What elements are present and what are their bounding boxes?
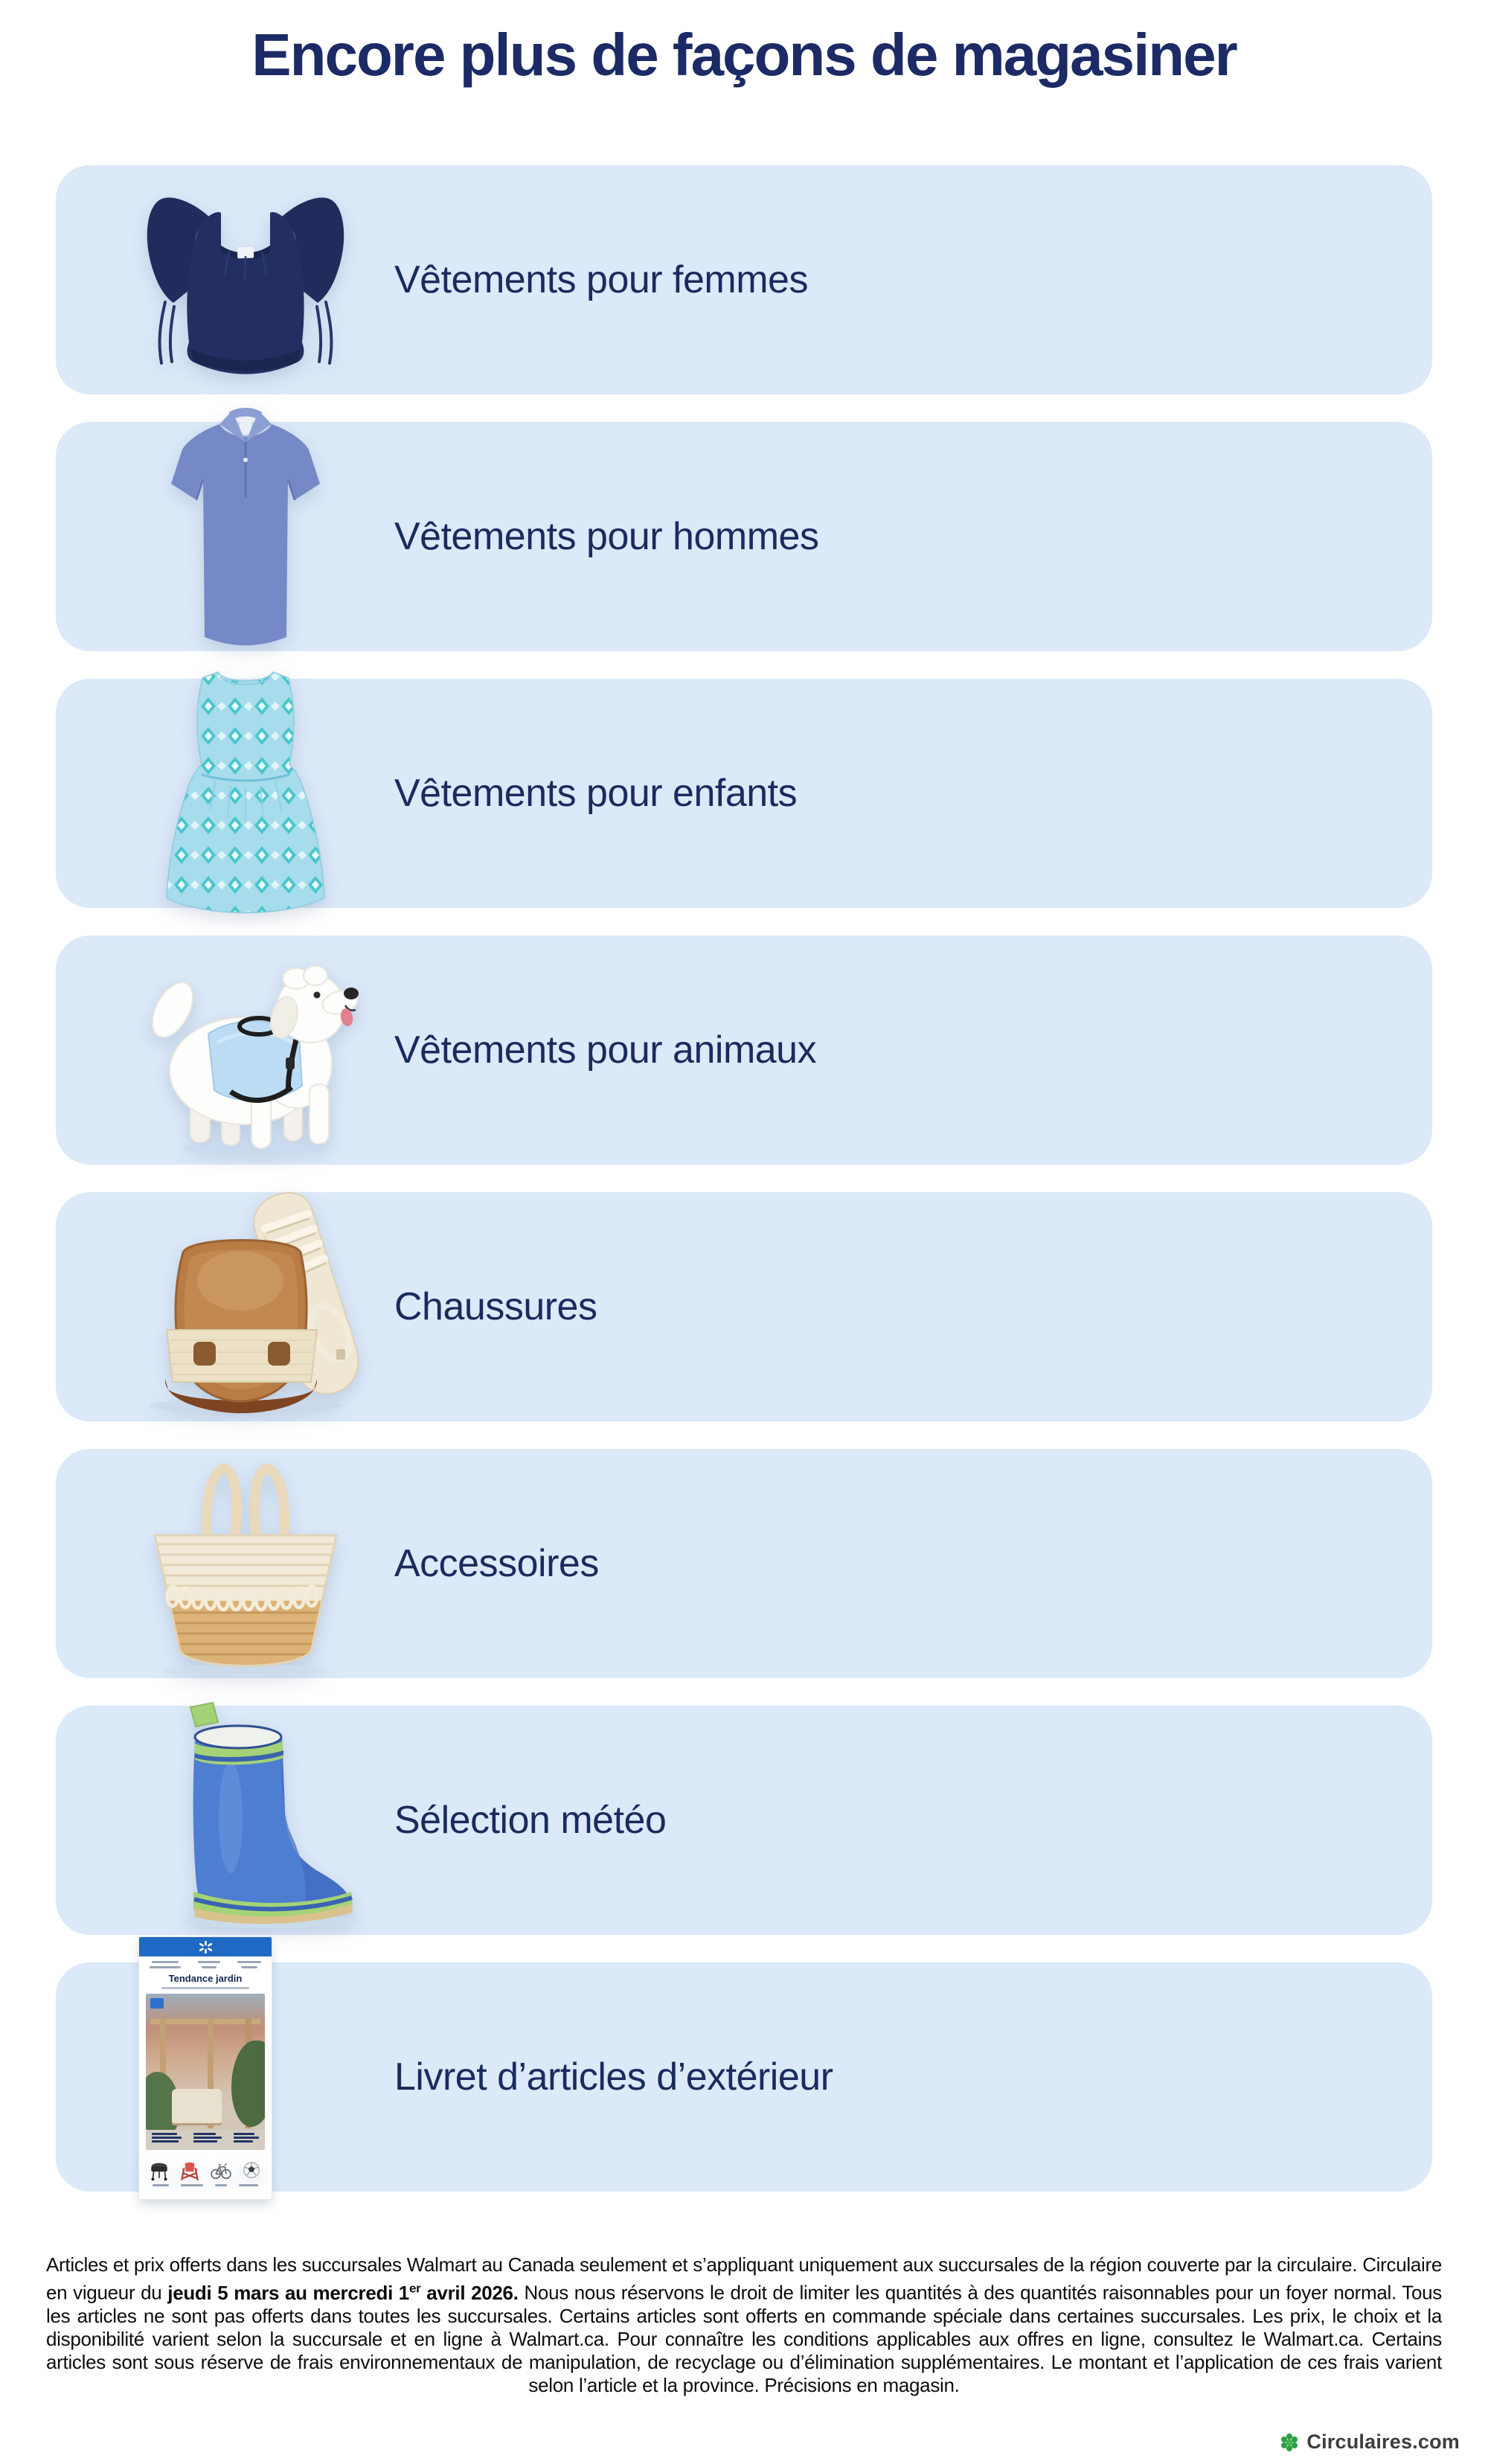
- booklet-badge: [150, 1998, 164, 2009]
- legal-text: Articles et prix offerts dans les succursales Walmart au Canada seulement et s’appliquant uniquement aux succursales de la région couverte par la circulaire. Circulaire en vigueur du jeudi 5 mars au mercredi 1er avril 2026. Nous nous réservons le droit de limiter les quantités à des quantités raisonnables pour un foyer normal. Tous les articles ne sont pas offerts dans toutes les succursales. Certains articles sont offerts en commande spéciale dans certaines succursales. Les prix, le choix et la disponibilité varient selon la succursale et en ligne à Walmart.ca. Pour connaître les conditions applicables aux offres en ligne, consultez le Walmart.ca. Certains articles sont sous réserve de frais environnementaux de manipulation, de recyclage ou d’élimination supplémentaires. Le montant et l’application de ces frais varient selon l’article et la province. Précisions en magasin.: [46, 2253, 1442, 2396]
- category-card-image: [86, 679, 405, 908]
- category-card-accessoires[interactable]: [56, 1449, 1432, 1678]
- category-list: [56, 165, 1432, 2219]
- circulaires-logo: [1278, 2431, 1460, 2454]
- sandals-icon: [119, 1184, 372, 1416]
- category-card-femmes[interactable]: [56, 165, 1432, 394]
- straw-bag-icon: [126, 1431, 365, 1680]
- category-card-image: [86, 1706, 405, 1935]
- womens-blouse-icon: [126, 174, 365, 390]
- walmart-spark-icon: [199, 1941, 212, 1953]
- pergola-illustration: [150, 2019, 260, 2024]
- category-card-image: [139, 1962, 272, 2192]
- category-label: Sélection météo: [394, 1799, 667, 1842]
- category-label: Vêtements pour femmes: [394, 258, 808, 301]
- booklet-captions: [152, 2133, 259, 2143]
- category-card-chaussures[interactable]: [56, 1192, 1432, 1421]
- category-card-image: [86, 165, 405, 394]
- legal-effective-dates: jeudi 5 mars au mercredi 1er avril 2026.: [167, 2281, 519, 2304]
- kids-dress-icon: [141, 662, 350, 924]
- booklet-product-labels: [139, 2181, 272, 2186]
- booklet-title: Tendance jardin: [168, 1973, 243, 1984]
- category-card-hommes[interactable]: [56, 422, 1432, 651]
- page-title: Encore plus de façons de magasiner: [251, 22, 1237, 88]
- category-card-meteo[interactable]: [56, 1706, 1432, 1935]
- booklet-cover-photo: [146, 1994, 265, 2150]
- pet-vest-dog-icon: [119, 946, 372, 1162]
- grill-icon: [148, 2159, 170, 2181]
- category-label: Vêtements pour hommes: [394, 515, 819, 558]
- category-card-image: [86, 935, 405, 1165]
- category-label: Accessoires: [394, 1542, 599, 1585]
- camping-chair-icon: [179, 2159, 201, 2181]
- category-card-image: [86, 1192, 405, 1421]
- category-card-enfants[interactable]: [56, 679, 1432, 908]
- bike-icon: [210, 2159, 232, 2181]
- category-label: Vêtements pour animaux: [394, 1028, 817, 1072]
- outdoor-booklet-icon: [139, 1937, 272, 2199]
- category-label: Chaussures: [394, 1285, 597, 1328]
- plant-illustration: [231, 2041, 265, 2127]
- category-card-image: [86, 422, 405, 651]
- category-card-animaux[interactable]: [56, 935, 1432, 1165]
- brand-text: Circulaires.com: [1306, 2431, 1460, 2453]
- category-label: Vêtements pour enfants: [394, 772, 798, 815]
- booklet-walmart-header: [139, 1937, 272, 1956]
- circulaires-flower-icon: [1278, 2431, 1301, 2454]
- category-label: Livret d’articles d’extérieur: [394, 2055, 833, 2099]
- sports-ball-icon: [240, 2159, 263, 2181]
- daybed-illustration: [172, 2089, 222, 2123]
- mens-polo-icon: [149, 400, 342, 653]
- rain-boot-icon: [119, 1698, 372, 1930]
- category-card-image: [86, 1449, 405, 1678]
- category-card-livret[interactable]: [56, 1962, 1432, 2192]
- booklet-subtitle-placeholder: [161, 1987, 249, 1989]
- booklet-product-row: [139, 2153, 272, 2181]
- booklet-nav: [139, 1956, 272, 1970]
